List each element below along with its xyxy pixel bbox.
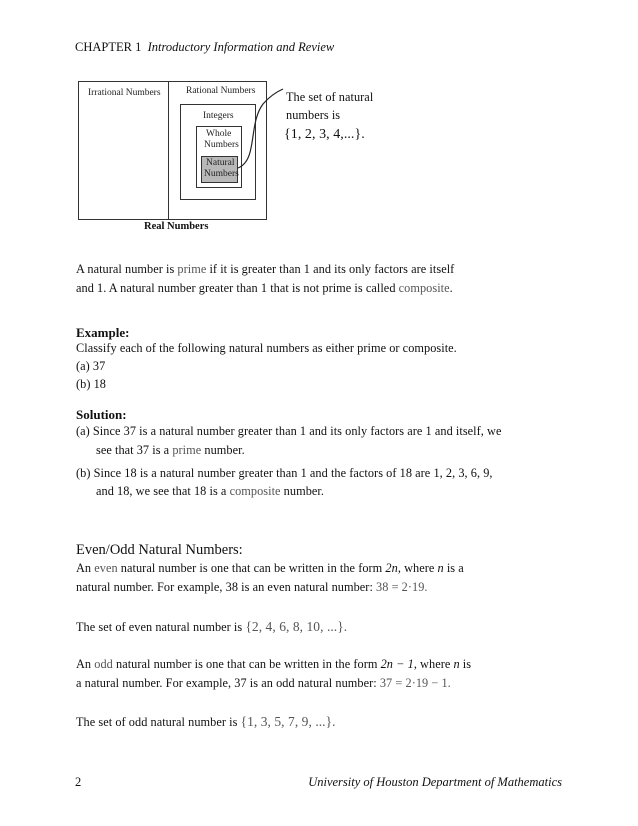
prime-definition-line-2	[76, 281, 453, 296]
natural-label-2: Numbers	[204, 169, 239, 179]
solution-a-line-2	[96, 443, 245, 458]
text: and 18, we see that 18 is a	[96, 484, 230, 498]
solution-b-line-1: (b) Since 18 is a natural number greater than 1 and the factors of 18 are 1, 2, 3, 6, 9,	[76, 466, 493, 480]
chapter-label: CHAPTER 1	[75, 40, 142, 54]
odd-definition-line-1	[76, 657, 471, 672]
text: The set of even natural number is	[76, 620, 246, 634]
term-prime: prime	[177, 262, 207, 276]
text: and 1. A natural number greater than 1 that is not prime is called	[76, 281, 399, 295]
solution-b-line-2	[96, 484, 324, 499]
natural-label-1: Natural	[206, 158, 235, 168]
odd-form: 2n − 1	[380, 657, 414, 671]
solution-heading: Solution:	[76, 407, 127, 422]
text: , where	[397, 561, 438, 575]
var-n: n	[453, 657, 460, 671]
text: a natural number. For example, 37 is an odd natural number:	[76, 676, 380, 690]
footer-org-text: University of Houston Department of Mathematics	[308, 775, 562, 789]
text: number.	[201, 443, 245, 457]
even-set-line	[76, 619, 347, 635]
term-prime: prime	[172, 443, 202, 457]
text: if it is greater than 1 and its only factors are itself	[206, 262, 455, 276]
text: An	[76, 657, 95, 671]
irrational-label: Irrational Numbers	[88, 88, 161, 98]
integers-label: Integers	[203, 111, 234, 121]
text: An	[76, 561, 95, 575]
example-a: (a) 37	[76, 359, 106, 373]
var-n: n	[437, 561, 444, 575]
even-example-math: 38 = 2·19.	[376, 580, 428, 594]
term-odd: odd	[94, 657, 113, 671]
whole-label-1: Whole	[206, 129, 232, 139]
term-even: even	[94, 561, 118, 575]
text: see that 37 is a	[96, 443, 173, 457]
even-set-math: {2, 4, 6, 8, 10, ...}.	[245, 619, 348, 634]
solution-a-line-1: (a) Since 37 is a natural number greater than 1 and its only factors are 1 and itself, we	[76, 424, 502, 438]
even-odd-heading: Even/Odd Natural Numbers:	[76, 542, 243, 558]
text: The set of odd natural number is	[76, 715, 241, 729]
whole-label-2: Numbers	[204, 140, 239, 150]
rational-divider	[168, 81, 169, 220]
text: number.	[280, 484, 324, 498]
text: natural number is one that can be written in the form	[117, 561, 386, 575]
callout-line-1: The set of natural	[286, 90, 374, 104]
footer-organization	[308, 775, 562, 790]
odd-example-math: 37 = 2·19 − 1.	[379, 676, 451, 690]
text: natural number. For example, 38 is an even natural number:	[76, 580, 377, 594]
term-composite: composite	[398, 281, 450, 295]
callout-set: {1, 2, 3, 4,...}.	[284, 127, 365, 142]
example-heading: Example:	[76, 325, 130, 340]
callout-line-2: numbers is	[286, 108, 341, 122]
page-header	[75, 40, 334, 55]
odd-set-line	[76, 714, 336, 730]
page-number: 2	[75, 775, 82, 789]
text: natural number is one that can be written in the form	[112, 657, 381, 671]
example-b: (b) 18	[76, 377, 107, 391]
prime-definition-line-1	[76, 262, 454, 277]
odd-definition-line-2	[76, 676, 451, 691]
text: , where	[413, 657, 454, 671]
chapter-title: Introductory Information and Review	[147, 40, 335, 54]
example-prompt: Classify each of the following natural numbers as either prime or composite.	[76, 341, 457, 355]
text: is a	[443, 561, 464, 575]
rational-label: Rational Numbers	[186, 86, 256, 96]
term-composite: composite	[229, 484, 281, 498]
odd-set-math: {1, 3, 5, 7, 9, ...}.	[240, 714, 336, 729]
text: .	[449, 281, 453, 295]
even-definition-line-1	[76, 561, 464, 576]
even-definition-line-2	[76, 580, 428, 595]
real-numbers-label: Real Numbers	[144, 221, 209, 232]
even-form: 2n	[385, 561, 398, 575]
text: A natural number is	[76, 262, 178, 276]
text: is	[459, 657, 472, 671]
